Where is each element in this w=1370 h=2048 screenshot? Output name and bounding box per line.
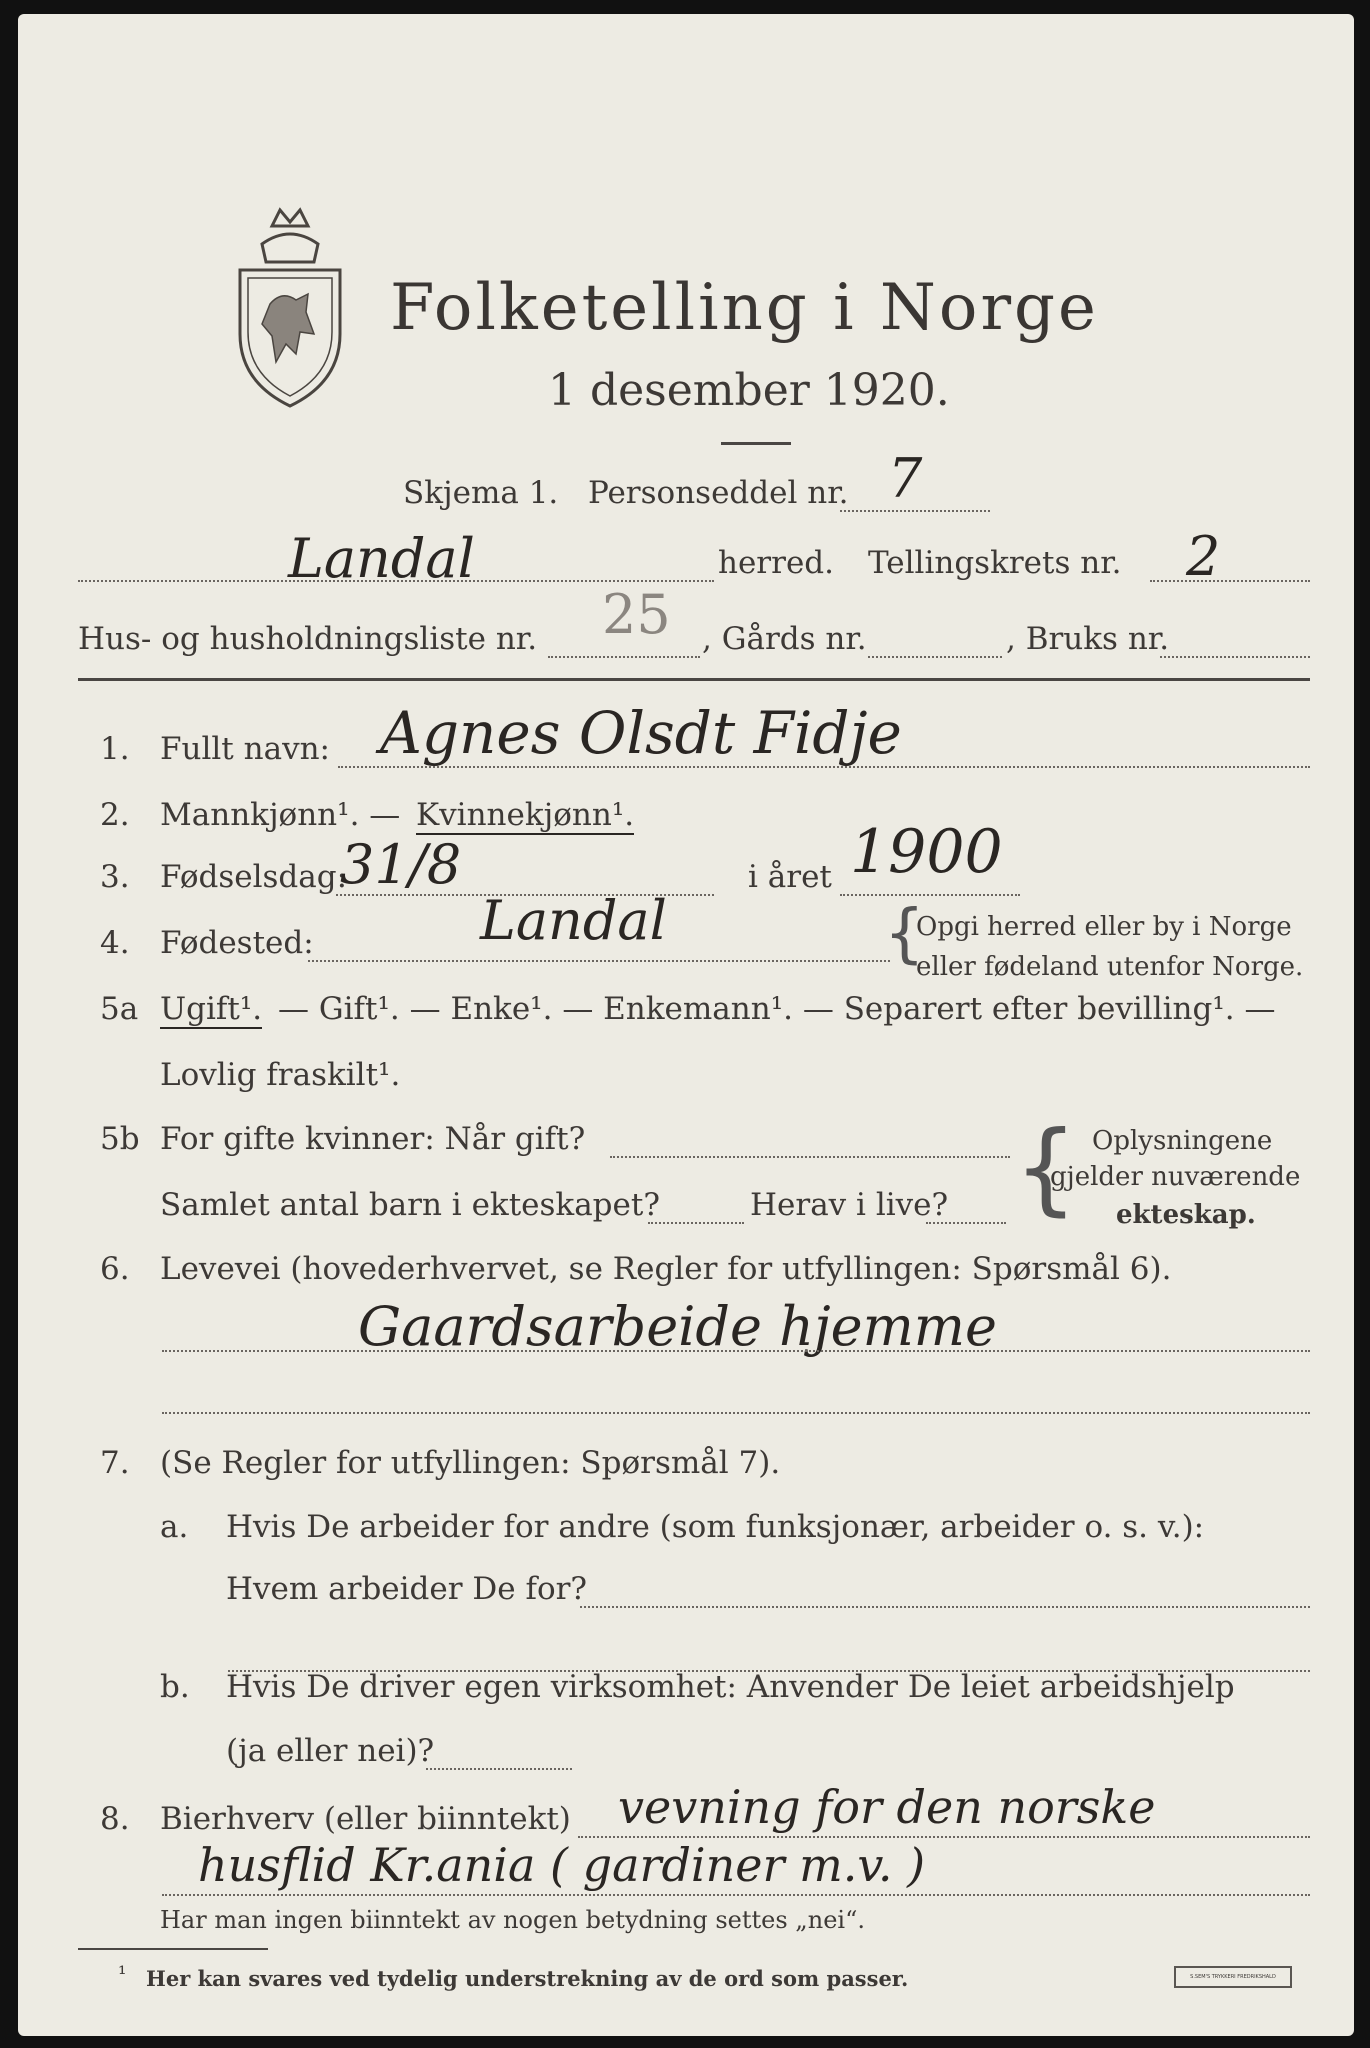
bruks-label: , Bruks nr.	[1006, 621, 1170, 657]
q5b-note-3: ekteskap.	[1116, 1200, 1256, 1230]
q3-label: Fødselsdag:	[160, 859, 348, 895]
hus-line	[548, 656, 700, 658]
herred-value: Landal	[288, 527, 475, 590]
printer-stamp	[1174, 1966, 1292, 1988]
q7b-text: Hvis De driver egen virksomhet: Anvender De leiet arbeidshjelp	[226, 1669, 1235, 1705]
q1-label: Fullt navn:	[160, 731, 330, 767]
personseddel-line	[840, 510, 990, 512]
q2-label-female: Kvinnekjønn¹.	[416, 797, 635, 833]
footnote-mark: ¹	[118, 1962, 127, 1986]
skjema-label: Skjema 1.	[403, 475, 559, 511]
q5b-label-2: Samlet antal barn i ekteskapet?	[160, 1187, 660, 1223]
footnote-text: Her kan svares ved tydelig understrekning av de ord som passer.	[146, 1966, 909, 1991]
q6-number: 6.	[100, 1251, 130, 1287]
q4-value: Landal	[480, 889, 667, 952]
q7-number: 7.	[100, 1445, 130, 1481]
printer-text: S.SEM'S TRYKKERI FREDRIKSHALD	[1190, 1974, 1276, 1980]
title-divider	[721, 442, 791, 445]
q4-note-1: Opgi herred eller by i Norge	[916, 912, 1292, 942]
personseddel-value: 7	[888, 447, 923, 510]
q8-number: 8.	[100, 1801, 130, 1837]
q8-label: Bierhverv (eller biinntekt)	[160, 1801, 571, 1837]
q6-label: Levevei (hovederhvervet, se Regler for utfyllingen: Spørsmål 6).	[160, 1251, 1172, 1287]
q7a-line-1	[580, 1606, 1310, 1608]
gards-label: , Gårds nr.	[702, 621, 867, 657]
q1-number: 1.	[100, 731, 130, 767]
herred-label: herred.	[718, 545, 834, 581]
q5b-label-3: Herav i live?	[750, 1187, 949, 1223]
q5a-line-2: Lovlig fraskilt¹.	[160, 1057, 401, 1093]
q6-value: Gaardsarbeide hjemme	[358, 1295, 997, 1358]
personseddel-label: Personseddel nr.	[588, 475, 849, 511]
gards-line	[868, 656, 1002, 658]
q3-value: 31/8	[340, 833, 462, 896]
q5a-number: 5a	[100, 991, 139, 1027]
q4-number: 4.	[100, 925, 130, 961]
q2-number: 2.	[100, 797, 130, 833]
q7-label: (Se Regler for utfyllingen: Spørsmål 7).	[160, 1445, 781, 1481]
q8-value-1: vevning for den norske	[618, 1780, 1156, 1834]
q7a-letter: a.	[160, 1509, 189, 1545]
q5b-brace: {	[1014, 1109, 1078, 1226]
form-title: Folketelling i Norge	[390, 271, 1099, 345]
bruks-line	[1160, 656, 1310, 658]
q5a-options: — Gift¹. — Enke¹. — Enkemann¹. — Separert efter bevilling¹. —	[278, 991, 1276, 1027]
hus-label: Hus- og husholdningsliste nr.	[78, 621, 538, 657]
q5b-line-1	[610, 1156, 1010, 1158]
q4-note-2: eller fødeland utenfor Norge.	[916, 952, 1304, 982]
q4-label: Fødested:	[160, 925, 314, 961]
q4-brace: {	[884, 897, 925, 971]
q8-line-2	[162, 1894, 1310, 1896]
hus-value: 25	[602, 583, 671, 646]
q3-year-line	[840, 894, 1020, 896]
q4-line	[308, 960, 890, 962]
census-date: 1 desember 1920.	[548, 365, 950, 416]
q5a-ugift: Ugift¹.	[160, 991, 263, 1027]
q5b-line-3	[926, 1222, 1006, 1224]
coat-of-arms-icon	[226, 204, 354, 414]
q5b-note-1: Oplysningene	[1092, 1126, 1273, 1156]
tellingskrets-value: 2	[1186, 525, 1221, 588]
q7a-question: Hvem arbeider De for?	[226, 1571, 588, 1607]
q7b-letter: b.	[160, 1669, 190, 1705]
footnote-rule	[78, 1948, 268, 1950]
q2-label-male: Mannkjønn¹. —	[160, 797, 401, 833]
census-form	[18, 14, 1354, 2036]
q3-year-value: 1900	[850, 817, 1003, 887]
q7a-text: Hvis De arbeider for andre (som funksjonær, arbeider o. s. v.):	[226, 1509, 1205, 1545]
q6-line-1	[162, 1350, 1310, 1352]
tellingskrets-line	[1150, 580, 1310, 582]
q6-line-2	[162, 1412, 1310, 1414]
q1-value: Agnes Olsdt Fidje	[380, 699, 902, 767]
q5b-number: 5b	[100, 1121, 140, 1157]
header-rule	[78, 678, 1310, 681]
tellingskrets-label: Tellingskrets nr.	[868, 545, 1122, 581]
q3-number: 3.	[100, 859, 130, 895]
q5b-label-1: For gifte kvinner: Når gift?	[160, 1121, 586, 1157]
q5b-line-2	[648, 1222, 744, 1224]
q5b-note-2: gjelder nuværende	[1050, 1162, 1301, 1192]
q7b-line	[426, 1768, 572, 1770]
q8-value-2: husflid Kr.ania ( gardiner m.v. )	[198, 1838, 926, 1892]
q8-note: Har man ingen biinntekt av nogen betydning settes „nei“.	[160, 1906, 865, 1934]
q3-year-label: i året	[748, 859, 832, 895]
q7b-question: (ja eller nei)?	[226, 1733, 435, 1769]
